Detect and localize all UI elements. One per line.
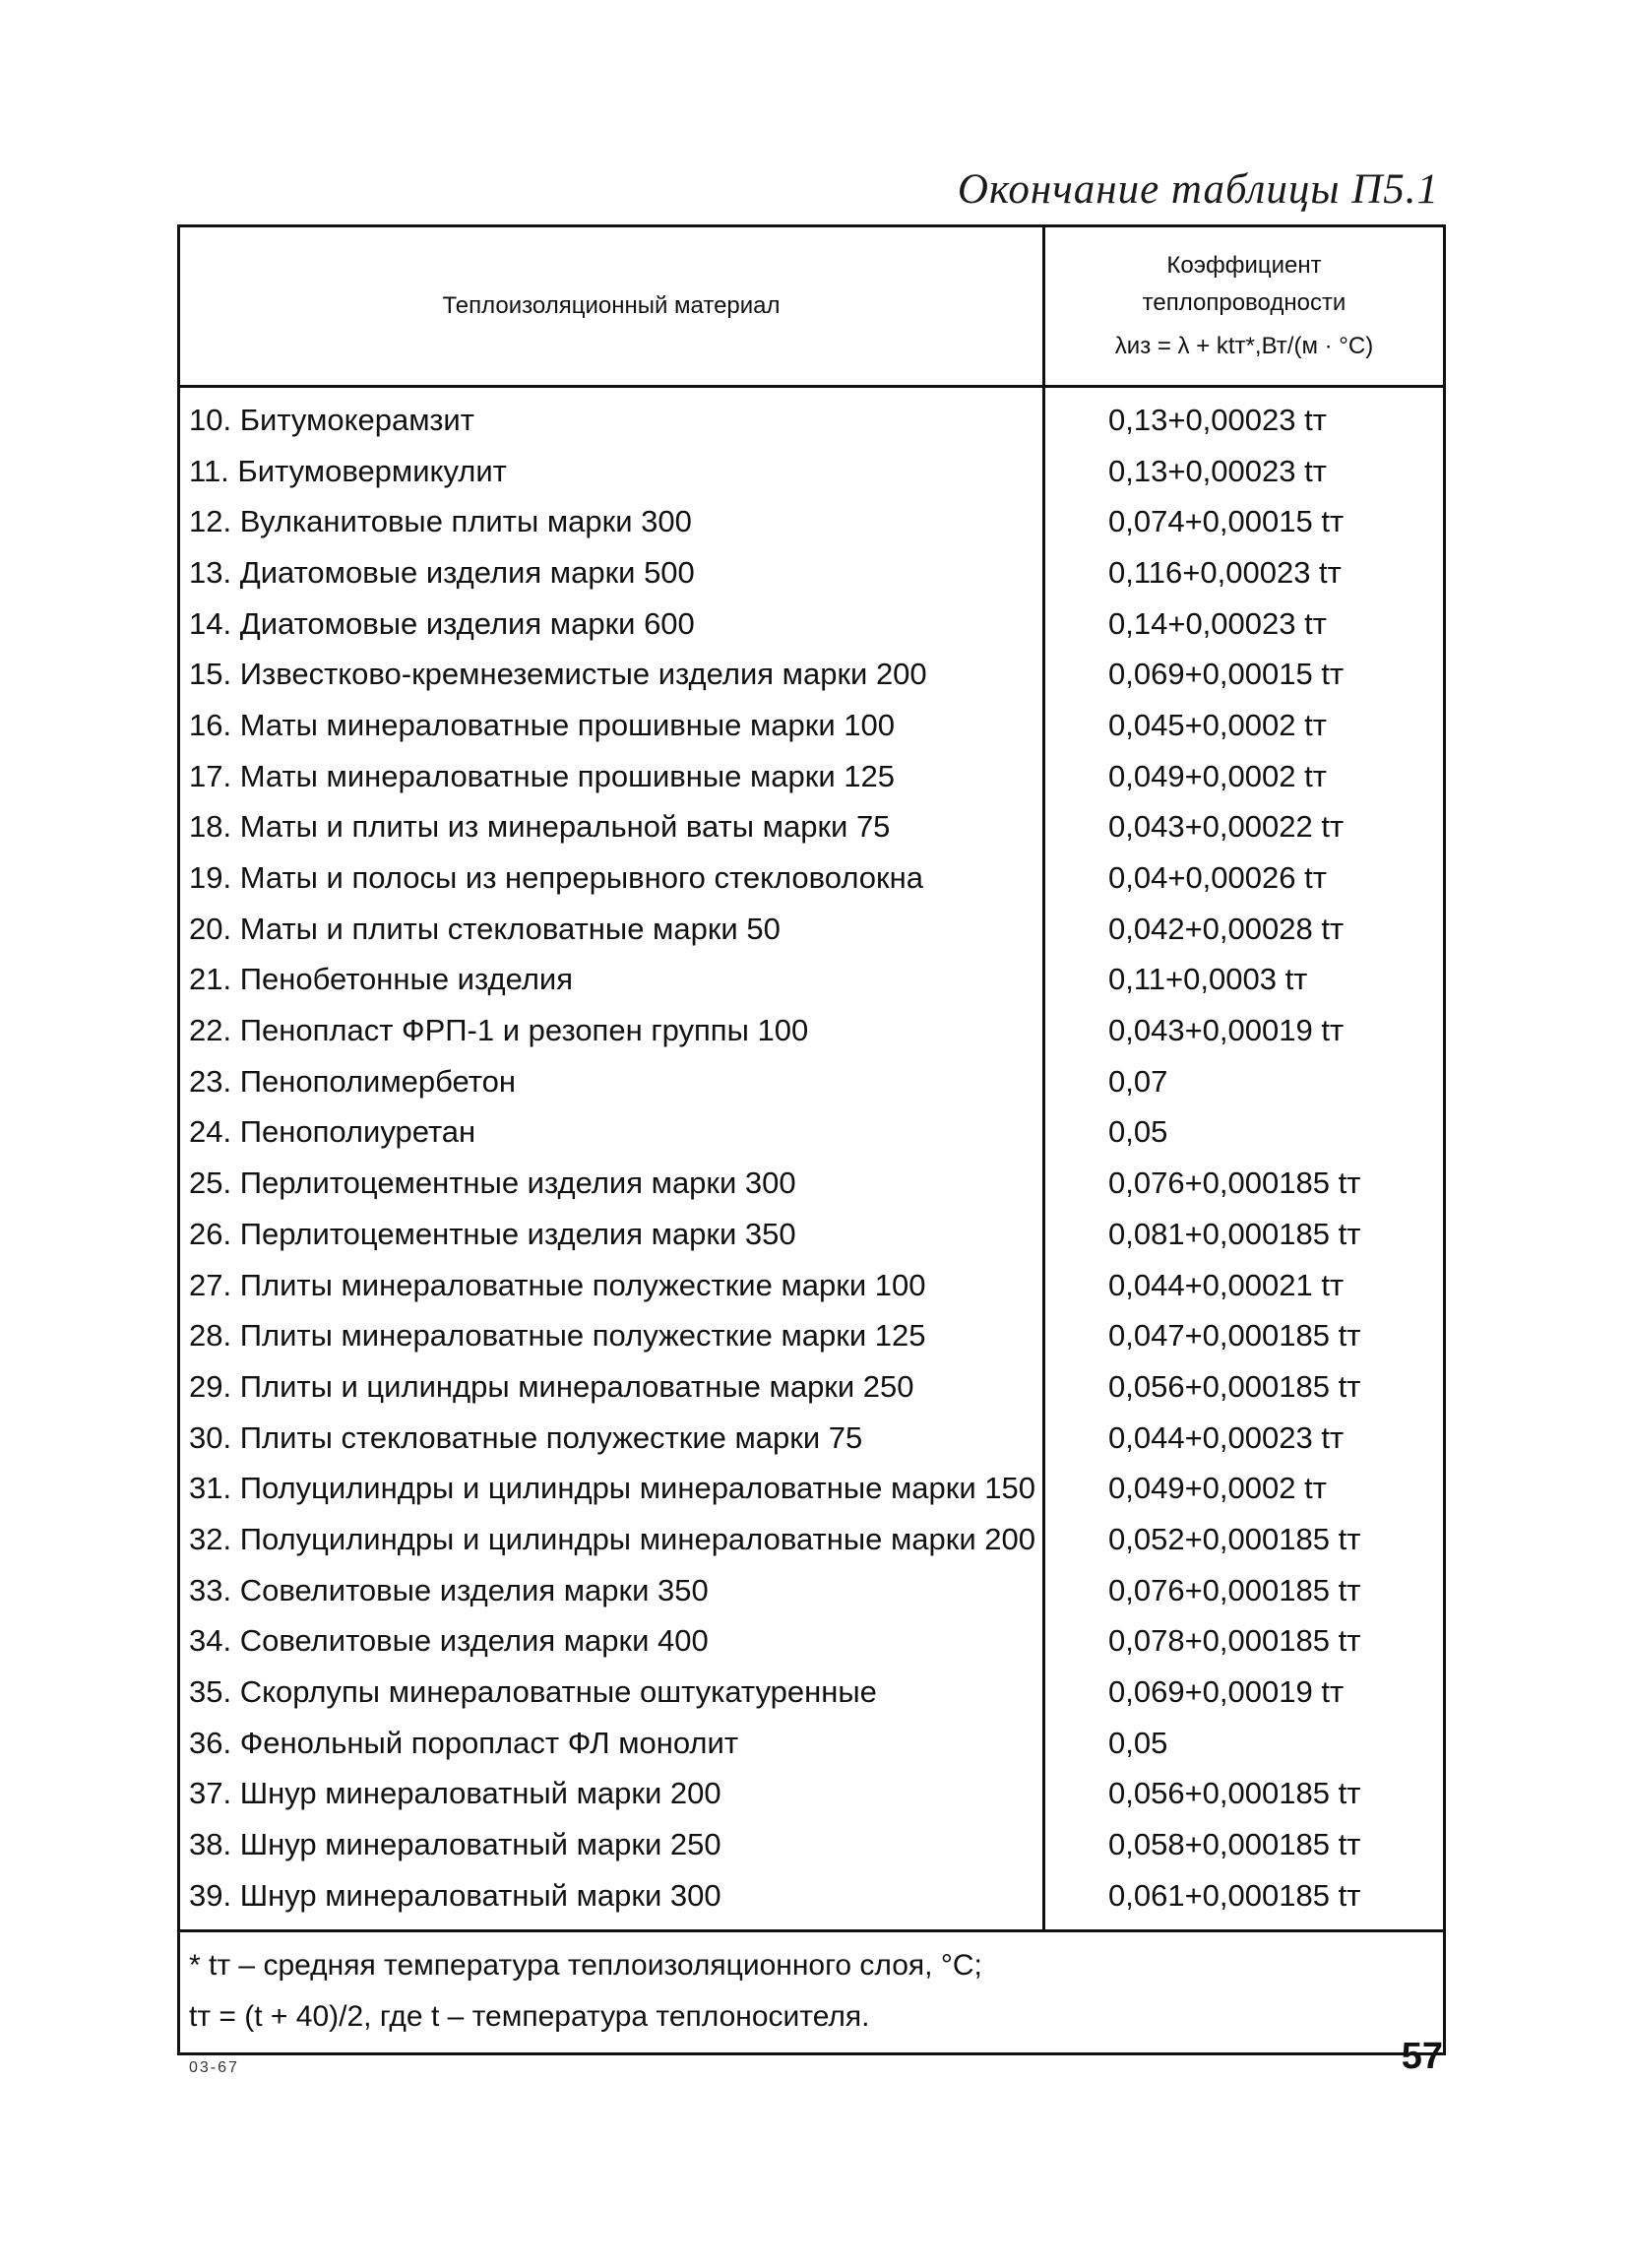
material-cell: 12. Вулканитовые плиты марки 300 [189,504,692,539]
material-cell: 32. Полуцилиндры и цилиндры минераловатные марки 200 [189,1521,1035,1556]
coefficient-cell: 0,074+0,00015 tт [1108,504,1345,539]
coefficient-cell: 0,043+0,00022 tт [1108,809,1345,845]
footnote-line-1: * tт – средняя температура теплоизоляционного слоя, °С; [189,1948,982,1982]
coefficient-column [1045,388,1443,1929]
coefficient-cell: 0,043+0,00019 tт [1108,1013,1345,1048]
coefficient-cell: 0,07 [1108,1063,1168,1099]
coefficient-cell: 0,044+0,00021 tт [1108,1267,1345,1302]
material-cell: 26. Перлитоцементные изделия марки 350 [189,1216,796,1251]
material-cell: 38. Шнур минераловатный марки 250 [189,1827,721,1862]
coefficient-cell: 0,13+0,00023 tт [1108,402,1327,437]
coefficient-cell: 0,04+0,00026 tт [1108,860,1327,896]
material-cell: 16. Маты минераловатные прошивные марки 100 [189,707,895,742]
coefficient-cell: 0,076+0,000185 tт [1108,1572,1361,1607]
material-cell: 24. Пенополиуретан [189,1114,476,1150]
material-cell: 35. Скорлупы минераловатные оштукатуренные [189,1674,877,1710]
footnote-line-2: tт = (t + 40)/2, где t – температура теплоносителя. [189,1999,870,2033]
coefficient-cell: 0,11+0,0003 tт [1108,962,1308,997]
material-cell: 17. Маты минераловатные прошивные марки 125 [189,758,895,793]
header-coef-line2: теплопроводности [1142,289,1346,316]
coefficient-cell: 0,045+0,0002 tт [1108,707,1327,742]
coefficient-cell: 0,078+0,000185 tт [1108,1623,1361,1659]
material-cell: 13. Диатомовые изделия марки 500 [189,554,695,590]
coefficient-cell: 0,049+0,0002 tт [1108,1471,1327,1506]
material-cell: 29. Плиты и цилиндры минераловатные марки 250 [189,1368,914,1404]
coefficient-cell: 0,049+0,0002 tт [1108,758,1327,793]
coefficient-cell: 0,052+0,000185 tт [1108,1521,1361,1556]
material-cell: 36. Фенольный поропласт ФЛ монолит [189,1725,739,1760]
material-cell: 23. Пенополимербетон [189,1063,516,1099]
table-header [180,227,1443,388]
header-coefficient [1045,227,1443,385]
header-coef-line1: Коэффициент [1166,252,1322,279]
coefficient-cell: 0,14+0,00023 tт [1108,605,1327,641]
material-cell: 10. Битумокерамзит [189,402,474,437]
header-coef-formula: λиз = λ + ktт*,Вт/(м · °С) [1114,333,1374,359]
coefficient-cell: 0,056+0,000185 tт [1108,1776,1361,1811]
coefficient-cell: 0,061+0,000185 tт [1108,1877,1361,1913]
coefficient-cell: 0,076+0,000185 tт [1108,1166,1361,1201]
material-cell: 27. Плиты минераловатные полужесткие марки 100 [189,1267,926,1302]
page-number: 57 [1401,2036,1443,2077]
table-caption: Окончание таблицы П5.1 [957,166,1439,213]
material-cell: 14. Диатомовые изделия марки 600 [189,605,695,641]
coefficient-cell: 0,042+0,00028 tт [1108,911,1345,946]
material-cell: 37. Шнур минераловатный марки 200 [189,1776,721,1811]
material-cell: 28. Плиты минераловатные полужесткие марки 125 [189,1318,926,1354]
page-code: 03-67 [189,2059,239,2076]
table-body [180,388,1443,1929]
coefficient-cell: 0,056+0,000185 tт [1108,1368,1361,1404]
coefficient-cell: 0,081+0,000185 tт [1108,1216,1361,1251]
material-cell: 21. Пенобетонные изделия [189,962,574,997]
material-cell: 22. Пенопласт ФРП-1 и резопен группы 100 [189,1013,809,1048]
coefficient-cell: 0,069+0,00019 tт [1108,1674,1345,1710]
material-cell: 19. Маты и полосы из непрерывного стекловолокна [189,860,923,896]
material-cell: 25. Перлитоцементные изделия марки 300 [189,1166,796,1201]
coefficient-cell: 0,13+0,00023 tт [1108,453,1327,488]
coefficient-cell: 0,05 [1108,1114,1168,1150]
coefficient-cell: 0,047+0,000185 tт [1108,1318,1361,1354]
coefficient-cell: 0,044+0,00023 tт [1108,1419,1345,1455]
material-cell: 18. Маты и плиты из минеральной ваты марки 75 [189,809,891,845]
coefficient-cell: 0,069+0,00015 tт [1108,657,1345,692]
material-cell: 33. Совелитовые изделия марки 350 [189,1572,709,1607]
material-cell: 39. Шнур минераловатный марки 300 [189,1877,721,1913]
material-cell: 15. Известково-кремнеземистые изделия марки 200 [189,657,927,692]
coefficient-cell: 0,05 [1108,1725,1168,1760]
material-cell: 34. Совелитовые изделия марки 400 [189,1623,709,1659]
material-cell: 31. Полуцилиндры и цилиндры минераловатные марки 150 [189,1471,1035,1506]
coefficient-cell: 0,116+0,00023 tт [1108,554,1342,590]
coefficient-cell: 0,058+0,000185 tт [1108,1827,1361,1862]
insulation-table [177,224,1446,2055]
material-cell: 11. Битумовермикулит [189,453,507,488]
material-cell: 20. Маты и плиты стекловатные марки 50 [189,911,781,946]
material-column [180,388,1045,1929]
material-cell: 30. Плиты стекловатные полужесткие марки 75 [189,1419,863,1455]
table-footnote [180,1929,1443,2052]
header-material: Теплоизоляционный материал [180,227,1045,385]
